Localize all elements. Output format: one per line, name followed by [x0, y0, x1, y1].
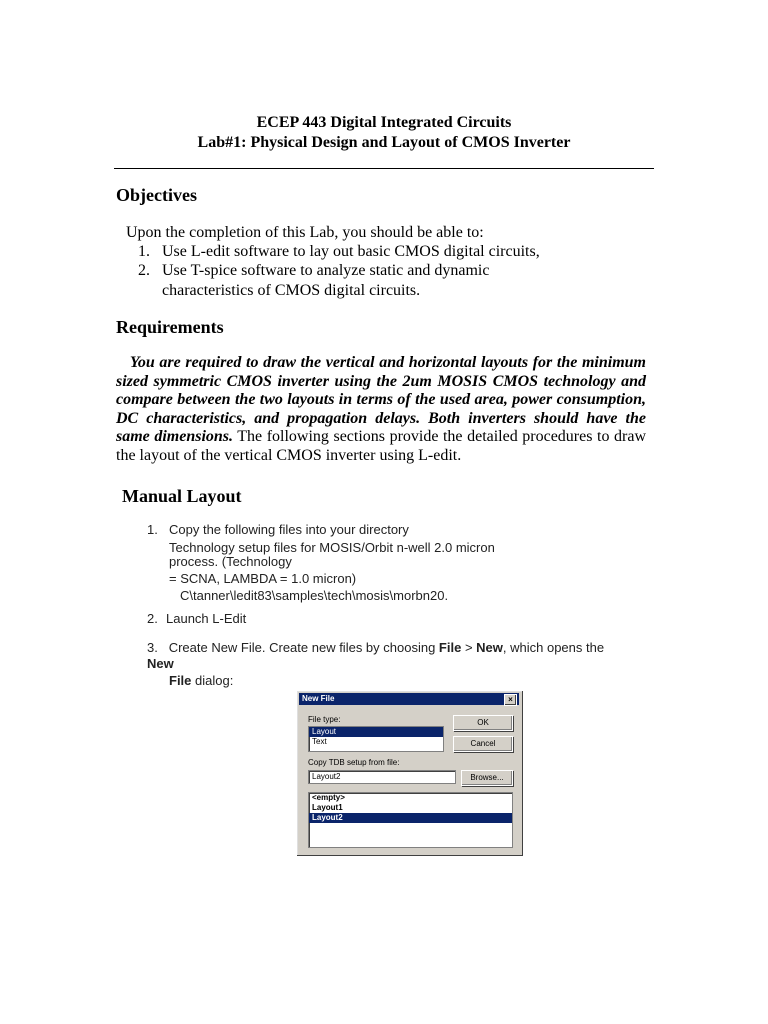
manual-layout-heading: Manual Layout: [122, 486, 242, 506]
step-1-setup-files: Technology setup files for MOSIS/Orbit n-well 2.0 micron: [169, 540, 495, 555]
step-3-new-line: New: [147, 656, 174, 671]
copy-setup-label: Copy TDB setup from file:: [308, 758, 400, 767]
step-3-arrow: >: [461, 640, 477, 655]
step-1-process: process. (Technology: [169, 554, 292, 569]
step-3-end: dialog:: [191, 673, 234, 688]
requirements-heading: Requirements: [116, 317, 224, 337]
file-list[interactable]: [308, 792, 513, 848]
step-3-file: File: [438, 640, 462, 655]
step-3-line: [147, 640, 604, 655]
objective-2-text: Use T-spice software to analyze static and dynamic: [162, 262, 490, 279]
step-3-new: New: [476, 640, 503, 655]
close-icon[interactable]: ×: [504, 694, 517, 706]
step-3-file-dialog-line: [169, 673, 233, 688]
step-3-number: 3.: [147, 640, 158, 655]
file-type-text[interactable]: Text: [312, 737, 327, 746]
dialog-title: New File: [302, 694, 335, 703]
new-file-dialog: [296, 690, 524, 857]
step-3-file-word: File: [169, 673, 192, 688]
requirements-paragraph: [116, 354, 646, 466]
file-item-empty[interactable]: <empty>: [312, 793, 345, 802]
objective-2-number: 2.: [138, 262, 150, 279]
objective-1-number: 1.: [138, 243, 150, 260]
browse-button[interactable]: Browse...: [461, 770, 513, 786]
lab-title: Lab#1: Physical Design and Layout of CMOS Inverter: [197, 134, 571, 151]
requirements-emphasis: You are required to draw the vertical and horizontal layouts for the minimum sized symmetric CMOS inverter using the 2um MOSIS CMOS technology and compare between the two layouts in terms of the used area, power consumption, DC characteristics, and propagation delays. Both inverters should have the same dimensions.: [116, 354, 647, 446]
objective-2-text-cont: characteristics of CMOS digital circuits.: [162, 282, 421, 299]
dialog-titlebar: [299, 693, 519, 705]
file-type-layout[interactable]: Layout: [309, 727, 443, 737]
step-2-text: Launch L-Edit: [166, 611, 247, 626]
step-1-number: 1.: [147, 522, 158, 537]
file-type-label: File type:: [308, 715, 341, 724]
ok-button[interactable]: OK: [453, 715, 513, 731]
step-1-path: C\tanner\ledit83\samples\tech\mosis\morbn20.: [180, 588, 449, 603]
objectives-heading: Objectives: [116, 185, 197, 205]
step-1-text: Copy the following files into your directory: [169, 522, 409, 537]
objectives-intro: Upon the completion of this Lab, you should be able to:: [126, 224, 484, 241]
cancel-button[interactable]: Cancel: [453, 736, 513, 752]
file-item-layout1[interactable]: Layout1: [312, 803, 343, 812]
file-item-layout2[interactable]: Layout2: [309, 813, 512, 823]
file-type-list[interactable]: [308, 726, 444, 752]
step-2-number: 2.: [147, 611, 158, 626]
copy-setup-input[interactable]: Layout2: [308, 770, 456, 784]
step-3-pre: Create New File. Create new files by choosing: [168, 640, 439, 655]
document-title: ECEP 443 Digital Integrated Circuits: [256, 114, 512, 131]
title-divider: [114, 168, 654, 169]
requirements-plain: The following sections provide the detailed procedures to draw the layout of the vertical CMOS inverter using L-edit.: [116, 428, 646, 464]
step-3-post: , which opens the: [502, 640, 605, 655]
objective-1-text: Use L-edit software to lay out basic CMOS digital circuits,: [162, 243, 540, 260]
step-1-lambda: = SCNA, LAMBDA = 1.0 micron): [169, 571, 357, 586]
